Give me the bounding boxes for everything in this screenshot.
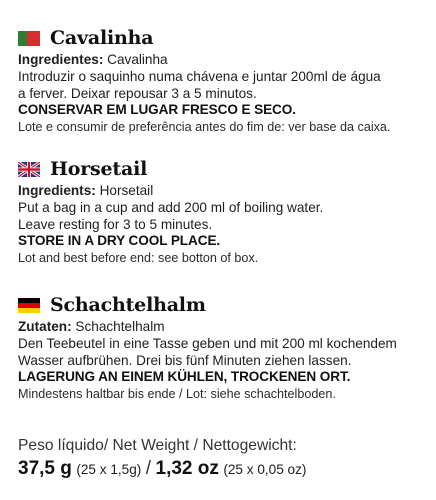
instruction-line: Put a bag in a cup and add 200 ml of boiling water. [18, 199, 324, 215]
section-title-german: Schachtelhalm [50, 294, 206, 316]
instruction-line: a ferver. Deixar repousar 3 a 5 minutos. [18, 85, 257, 101]
ingredients-label: Zutaten: [18, 319, 72, 334]
net-weight-label: Peso líquido/ Net Weight / Nettogewicht: [18, 437, 297, 454]
uk-flag-icon [18, 162, 40, 177]
ingredients-label: Ingredientes: [18, 52, 104, 67]
net-weight-block [18, 436, 428, 482]
section-title-english: Horsetail [50, 158, 148, 180]
ingredients-value: Horsetail [99, 183, 154, 198]
net-weight-values [18, 457, 428, 482]
ingredients-line-english [18, 183, 428, 200]
net-weight-grams: 37,5 g [18, 458, 72, 479]
section-header-portuguese [18, 26, 428, 50]
ingredients-label: Ingredients: [18, 183, 96, 198]
storage-notice-german: LAGERUNG AN EINEM KÜHLEN, TROCKENEN ORT. [18, 369, 351, 385]
section-header-english [18, 157, 428, 181]
net-weight-grams-detail: (25 x 1,5g) [76, 462, 142, 477]
ingredients-line-portuguese [18, 52, 428, 69]
ingredients-value: Cavalinha [107, 52, 168, 67]
storage-notice-english: STORE IN A DRY COOL PLACE. [18, 233, 221, 249]
section-english [18, 157, 428, 266]
instruction-line: Wasser aufbrühen. Drei bis fünf Minuten ziehen lassen. [18, 352, 352, 368]
ingredients-line-german [18, 319, 428, 336]
ingredients-value: Schachtelhalm [75, 319, 165, 334]
net-weight-ounces: 1,32 oz [155, 458, 219, 479]
section-portuguese [18, 26, 428, 135]
lot-notice-english: Lot and best before end: see botton of box. [18, 251, 259, 266]
instruction-line: Leave resting for 3 to 5 minutes. [18, 216, 213, 232]
section-german [18, 293, 428, 402]
storage-notice-portuguese: CONSERVAR EM LUGAR FRESCO E SECO. [18, 102, 296, 118]
section-header-german [18, 293, 428, 317]
net-weight-ounces-detail: (25 x 0,05 oz) [223, 462, 307, 477]
instruction-line: Den Teebeutel in eine Tasse geben und mit 200 ml kochendem [18, 335, 397, 351]
germany-flag-icon [18, 298, 40, 313]
lot-notice-portuguese: Lote e consumir de preferência antes do fim de: ver base da caixa. [18, 120, 391, 135]
net-weight-separator: / [145, 458, 152, 479]
lot-notice-german: Mindestens haltbar bis ende / Lot: siehe schachtelboden. [18, 387, 336, 402]
instruction-line: Introduzir o saquinho numa chávena e juntar 200ml de água [18, 68, 381, 84]
section-title-portuguese: Cavalinha [50, 27, 154, 49]
portugal-flag-icon [18, 31, 40, 46]
